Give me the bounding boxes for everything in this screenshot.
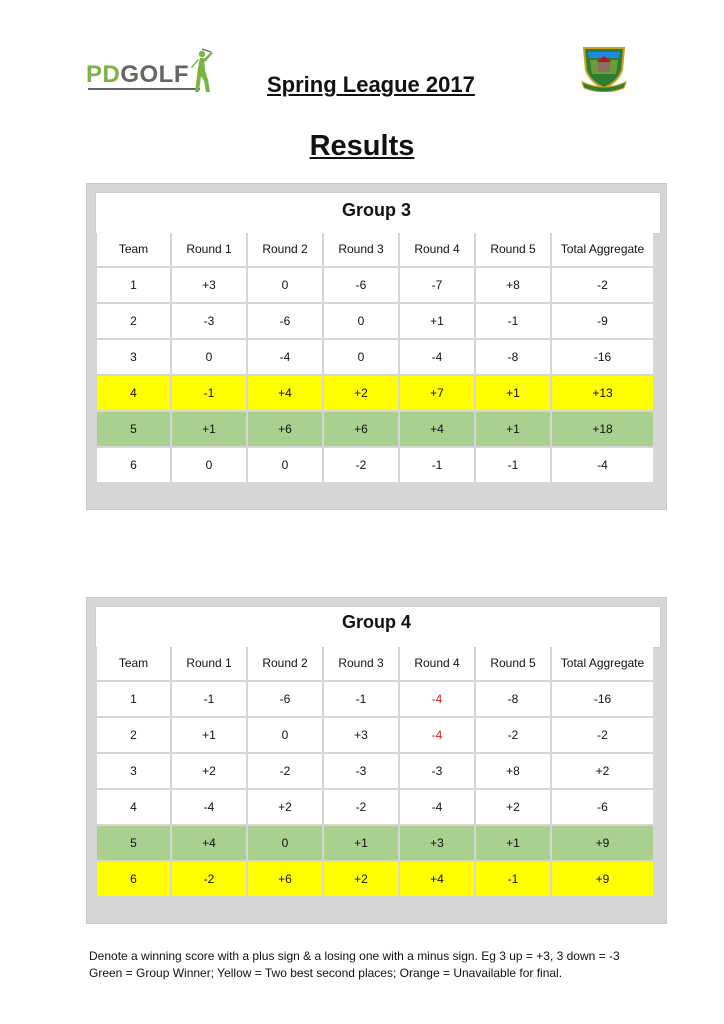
table-cell: +2: [248, 790, 322, 824]
table-cell: +1: [400, 304, 474, 338]
results-title: Results: [309, 130, 415, 162]
table-cell: +6: [248, 862, 322, 896]
table-cell: -3: [172, 304, 246, 338]
header-row: [97, 232, 653, 266]
table-cell: +1: [476, 826, 550, 860]
column-header: Round 3: [324, 232, 398, 266]
table-row: [97, 754, 653, 788]
table-cell: +7: [400, 376, 474, 410]
table-cell: +2: [324, 376, 398, 410]
table-cell: -16: [552, 682, 653, 716]
results-table: [95, 230, 655, 484]
table-cell: +9: [552, 826, 653, 860]
table-cell: -1: [324, 682, 398, 716]
table-cell: -6: [324, 268, 398, 302]
table-cell: +1: [172, 412, 246, 446]
golf-text: GOLF: [120, 61, 189, 88]
table-cell: +4: [400, 412, 474, 446]
table-cell: -2: [172, 862, 246, 896]
table-cell: 5: [97, 826, 170, 860]
column-header: Round 1: [172, 646, 246, 680]
table-cell: 0: [172, 448, 246, 482]
pd-text: PD: [86, 61, 121, 88]
column-header: Round 2: [248, 232, 322, 266]
table-cell: +8: [476, 268, 550, 302]
table-cell: +3: [400, 826, 474, 860]
table-cell: 4: [97, 376, 170, 410]
table-cell: 2: [97, 304, 170, 338]
table-row: [97, 790, 653, 824]
league-title: Spring League 2017: [267, 72, 475, 97]
table-cell: -4: [552, 448, 653, 482]
table-cell: -1: [476, 862, 550, 896]
table-cell: -1: [476, 304, 550, 338]
column-header: Round 1: [172, 232, 246, 266]
column-header: Round 2: [248, 646, 322, 680]
table-row: [97, 826, 653, 860]
column-header: Round 5: [476, 232, 550, 266]
table-cell: -4: [400, 718, 474, 752]
table-cell: +2: [476, 790, 550, 824]
table-row: [97, 304, 653, 338]
table-cell: -1: [476, 448, 550, 482]
table-cell: +3: [172, 268, 246, 302]
table-cell: +1: [476, 376, 550, 410]
table-cell: +9: [552, 862, 653, 896]
table-cell: -3: [324, 754, 398, 788]
table-row: [97, 682, 653, 716]
table-cell: 0: [172, 340, 246, 374]
column-header: Round 4: [400, 646, 474, 680]
table-cell: -2: [248, 754, 322, 788]
table-cell: 0: [248, 826, 322, 860]
table-cell: -2: [552, 718, 653, 752]
table-cell: +2: [552, 754, 653, 788]
table-cell: -2: [552, 268, 653, 302]
table-cell: +4: [172, 826, 246, 860]
table-cell: -2: [476, 718, 550, 752]
table-cell: -2: [324, 790, 398, 824]
table-row: [97, 340, 653, 374]
table-cell: -7: [400, 268, 474, 302]
notes: [89, 948, 620, 982]
table-cell: -1: [400, 448, 474, 482]
table-cell: +1: [172, 718, 246, 752]
logo-underline: [88, 88, 200, 90]
table-cell: +3: [324, 718, 398, 752]
table-cell: 0: [324, 304, 398, 338]
group-title: Group 3: [341, 200, 411, 220]
table-cell: -4: [248, 340, 322, 374]
pdgolf-wordmark: [86, 61, 189, 89]
table-cell: 0: [248, 268, 322, 302]
table-row: [97, 376, 653, 410]
table-cell: -4: [172, 790, 246, 824]
column-header: Team: [97, 232, 170, 266]
table-cell: 0: [248, 718, 322, 752]
table-row: [97, 718, 653, 752]
table-cell: +18: [552, 412, 653, 446]
club-crest-icon: [578, 42, 630, 92]
table-cell: -6: [248, 304, 322, 338]
table-cell: +13: [552, 376, 653, 410]
column-header: Round 5: [476, 646, 550, 680]
table-cell: -8: [476, 340, 550, 374]
table-cell: -1: [172, 376, 246, 410]
table-cell: 3: [97, 754, 170, 788]
table-cell: 4: [97, 790, 170, 824]
table-cell: +4: [248, 376, 322, 410]
table-cell: -8: [476, 682, 550, 716]
table-cell: -9: [552, 304, 653, 338]
table-row: [97, 412, 653, 446]
header-row: [97, 646, 653, 680]
table-cell: +8: [476, 754, 550, 788]
table-cell: +4: [400, 862, 474, 896]
notes-line-2: Green = Group Winner; Yellow = Two best second places; Orange = Unavailable for final.: [89, 966, 563, 980]
table-cell: 0: [248, 448, 322, 482]
table-cell: 2: [97, 718, 170, 752]
table-row: [97, 268, 653, 302]
pdgolf-logo: [86, 48, 218, 96]
notes-line-1: Denote a winning score with a plus sign & a losing one with a minus sign. Eg 3 up = +3, 3 down = -3: [89, 949, 620, 963]
table-cell: 1: [97, 682, 170, 716]
table-cell: -2: [324, 448, 398, 482]
table-cell: 5: [97, 412, 170, 446]
table-cell: -4: [400, 790, 474, 824]
table-cell: +2: [172, 754, 246, 788]
table-cell: 3: [97, 340, 170, 374]
table-cell: 0: [324, 340, 398, 374]
table-cell: -4: [400, 340, 474, 374]
table-cell: -1: [172, 682, 246, 716]
table-cell: 1: [97, 268, 170, 302]
group-4-panel: [86, 597, 667, 924]
column-header: Team: [97, 646, 170, 680]
table-cell: 6: [97, 862, 170, 896]
table-cell: +6: [324, 412, 398, 446]
column-header: Round 3: [324, 646, 398, 680]
table-cell: +1: [476, 412, 550, 446]
column-header: Round 4: [400, 232, 474, 266]
table-cell: +2: [324, 862, 398, 896]
column-header: Total Aggregate: [552, 646, 653, 680]
table-cell: -6: [552, 790, 653, 824]
table-cell: -16: [552, 340, 653, 374]
group-title: Group 4: [341, 612, 411, 632]
table-cell: -6: [248, 682, 322, 716]
table-row: [97, 862, 653, 896]
table-cell: +1: [324, 826, 398, 860]
table-cell: +6: [248, 412, 322, 446]
column-header: Total Aggregate: [552, 232, 653, 266]
table-row: [97, 448, 653, 482]
golfer-icon: [188, 48, 214, 94]
group-3-panel: [86, 183, 667, 510]
table-cell: 6: [97, 448, 170, 482]
results-table: [95, 644, 655, 898]
table-cell: -3: [400, 754, 474, 788]
table-cell: -4: [400, 682, 474, 716]
